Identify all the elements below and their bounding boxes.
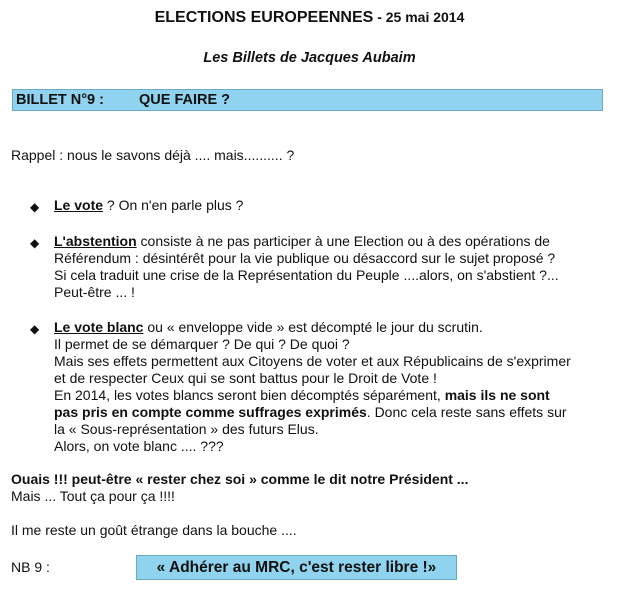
item-le-vote (54, 197, 243, 214)
item-text: En 2014, les votes blancs seront bien décomptés séparément, (54, 387, 445, 403)
billet-question: QUE FAIRE ? (139, 92, 231, 108)
mais-line: Mais ... Tout ça pour ça !!!! (11, 488, 175, 504)
title-date: - 25 mai 2014 (373, 9, 465, 25)
item-text: Référendum : désintérêt pour la vie publique ou désaccord sur le sujet proposé ? (54, 250, 556, 266)
item-text: et de respecter Ceux qui se sont battus pour le Droit de Vote ! (54, 370, 437, 386)
item-text: consiste à ne pas participer à une Election ou à des opérations de (136, 233, 550, 249)
document-title (0, 9, 619, 27)
bullet-icon: ◆ (30, 236, 40, 250)
item-vote-blanc (54, 319, 571, 455)
ouais-line: Ouais !!! peut-être « rester chez soi » comme le dit notre Président ... (11, 471, 469, 487)
billet-heading-bar (12, 89, 603, 111)
item-text: la « Sous-représentation » des futurs Elus. (54, 421, 319, 437)
term-abstention: L'abstention (54, 233, 137, 249)
document-subtitle: Les Billets de Jacques Aubaim (203, 50, 416, 66)
item-text: ou « enveloppe vide » est décompté le jour du scrutin. (143, 319, 483, 335)
slogan-box: « Adhérer au MRC, c'est rester libre !» (136, 555, 457, 580)
item-text: Si cela traduit une crise de la Représentation du Peuple ....alors, on s'abstient ?... (54, 267, 559, 283)
term-le-vote: Le vote (54, 197, 104, 213)
bold-text: pas pris en compte comme suffrages exprimés (54, 404, 367, 420)
bullet-icon: ◆ (30, 322, 40, 336)
item-text: Mais ses effets permettent aux Citoyens de voter et aux Républicains de s'exprimer (54, 353, 571, 369)
gout-line: Il me reste un goût étrange dans la bouche .... (11, 522, 297, 538)
bold-text: mais ils ne sont (444, 387, 550, 403)
billet-number: BILLET N°9 : (16, 92, 104, 108)
item-text: ? On n'en parle plus ? (103, 197, 244, 213)
term-vote-blanc: Le vote blanc (54, 319, 144, 335)
item-text: Peut-être ... ! (54, 284, 135, 300)
item-abstention (54, 233, 559, 301)
bullet-icon: ◆ (30, 200, 40, 214)
title-text: ELECTIONS EUROPEENNES (154, 9, 374, 26)
item-text: Alors, on vote blanc .... ??? (54, 438, 224, 454)
item-text: . Donc cela reste sans effets sur (366, 404, 567, 420)
item-text: Il permet de se démarquer ? De qui ? De quoi ? (54, 336, 350, 352)
nb-label: NB 9 : (11, 559, 50, 575)
rappel-line: Rappel : nous le savons déjà .... mais.......... ? (11, 147, 295, 163)
